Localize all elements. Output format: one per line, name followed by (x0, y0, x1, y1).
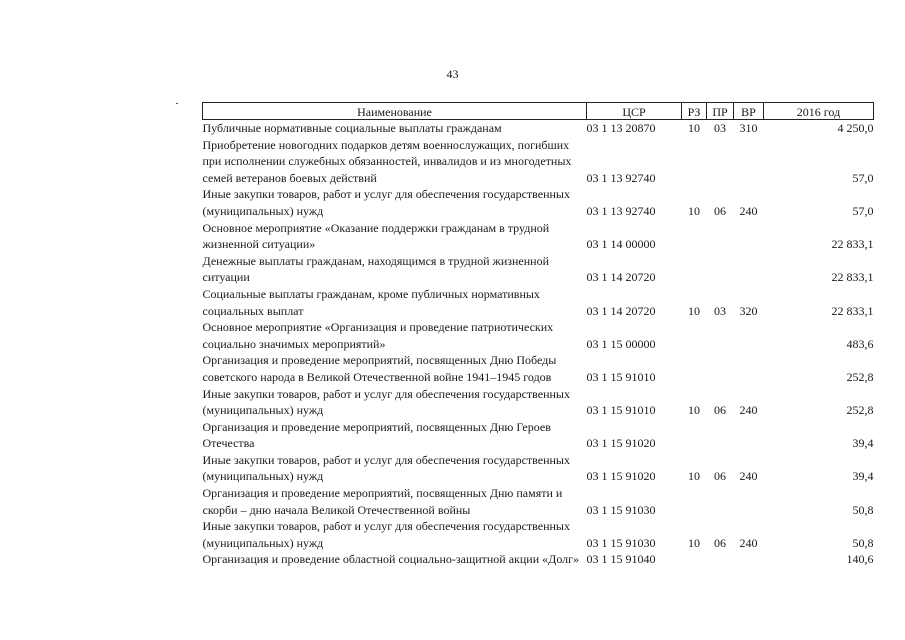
cell-csr: 03 1 14 20720 (586, 270, 656, 285)
cell-csr: 03 1 15 91020 (586, 469, 656, 484)
table-row (203, 137, 874, 187)
cell-amount: 22 833,1 (831, 270, 874, 285)
cell-amount: 50,8 (852, 502, 874, 517)
cell-vr: 320 (739, 303, 758, 318)
cell-amount: 39,4 (852, 469, 874, 484)
cell-pr (707, 419, 734, 452)
table-row (203, 253, 874, 286)
table-row (203, 518, 874, 551)
cell-name: Иные закупки товаров, работ и услуг для обеспечения государственных (муниципальных) нужд (202, 386, 570, 418)
cell-amount: 22 833,1 (831, 303, 874, 318)
cell-pr (707, 551, 734, 568)
cell-amount: 57,0 (852, 203, 874, 218)
cell-name: Приобретение новогодних подарков детям военнослужащих, погибших при исполнении служебных обязанностей, инвалидов и из многодетных семей ветеранов боевых действий (202, 137, 572, 185)
cell-rz (682, 352, 707, 385)
cell-name: Основное мероприятие «Оказание поддержки гражданам в трудной жизненной ситуации» (202, 220, 550, 252)
cell-vr (734, 253, 764, 286)
cell-csr: 03 1 14 20720 (586, 303, 656, 318)
header-rz: РЗ (682, 103, 707, 120)
cell-amount: 50,8 (852, 535, 874, 550)
cell-vr (734, 551, 764, 568)
header-csr: ЦСР (587, 103, 682, 120)
cell-amount: 4 250,0 (837, 121, 874, 135)
cell-rz (682, 485, 707, 518)
cell-amount: 252,8 (846, 369, 874, 384)
cell-amount: 57,0 (852, 170, 874, 185)
header-pr: ПР (707, 103, 734, 120)
cell-vr (734, 485, 764, 518)
cell-pr (707, 220, 734, 253)
cell-pr: 06 (714, 403, 726, 418)
cell-csr: 03 1 15 91020 (586, 436, 656, 451)
cell-csr: 03 1 15 91040 (586, 552, 656, 567)
cell-csr: 03 1 15 91010 (586, 369, 656, 384)
cell-rz (682, 220, 707, 253)
cell-pr: 06 (714, 469, 726, 484)
table-row (203, 220, 874, 253)
cell-rz (682, 319, 707, 352)
table-row (203, 286, 874, 319)
cell-vr (734, 220, 764, 253)
cell-amount: 140,6 (846, 552, 874, 567)
page-number: 43 (446, 67, 459, 81)
cell-rz: 10 (688, 535, 700, 550)
cell-vr: 240 (739, 203, 758, 218)
cell-csr: 03 1 15 91010 (586, 403, 656, 418)
cell-pr: 03 (714, 303, 726, 318)
cell-rz (682, 419, 707, 452)
cell-csr: 03 1 15 91030 (586, 535, 656, 550)
cell-pr (707, 485, 734, 518)
cell-vr: 240 (739, 403, 758, 418)
cell-amount: 39,4 (852, 436, 874, 451)
cell-vr: 240 (739, 535, 758, 550)
cell-rz (682, 137, 707, 187)
cell-vr (734, 319, 764, 352)
cell-vr: 310 (739, 121, 758, 135)
cell-amount: 252,8 (846, 403, 874, 418)
table-header-row (203, 103, 874, 120)
cell-name: Основное мероприятие «Организация и проведение патриотических социально значимых мероприятий» (202, 320, 554, 351)
cell-vr (734, 352, 764, 385)
cell-name: Денежные выплаты гражданам, находящимся в трудной жизненной ситуации (202, 253, 550, 285)
table-row (203, 485, 874, 518)
cell-csr: 03 1 13 92740 (586, 203, 656, 218)
cell-name: Социальные выплаты гражданам, кроме публичных нормативных социальных выплат (202, 286, 540, 318)
cell-rz (682, 551, 707, 568)
cell-pr (707, 137, 734, 187)
cell-rz (682, 253, 707, 286)
cell-name: Иные закупки товаров, работ и услуг для обеспечения государственных (муниципальных) нужд (202, 187, 570, 218)
table-row (203, 319, 874, 352)
cell-name: Организация и проведение мероприятий, посвященных Дню памяти и скорби – дню начала Великой Отечественной войны (202, 486, 563, 517)
cell-csr: 03 1 15 91030 (586, 502, 656, 517)
cell-name: Организация и проведение областной социально-защитной акции «Долг» (202, 552, 580, 567)
budget-table (202, 102, 874, 568)
cell-csr: 03 1 13 92740 (586, 170, 656, 185)
header-name: Наименование (203, 103, 587, 120)
cell-vr (734, 419, 764, 452)
cell-rz: 10 (688, 469, 700, 484)
cell-pr (707, 319, 734, 352)
scan-speck (176, 103, 178, 104)
table-row (203, 419, 874, 452)
table-row (203, 120, 874, 137)
cell-amount: 22 833,1 (831, 237, 874, 252)
cell-pr: 03 (714, 121, 726, 135)
table-row (203, 551, 874, 568)
table-row (203, 386, 874, 419)
cell-rz: 10 (688, 203, 700, 218)
cell-amount: 483,6 (846, 336, 874, 351)
cell-pr: 06 (714, 203, 726, 218)
cell-pr: 06 (714, 535, 726, 550)
cell-rz: 10 (688, 403, 700, 418)
cell-vr (734, 137, 764, 187)
cell-name: Публичные нормативные социальные выплаты гражданам (202, 121, 502, 135)
cell-pr (707, 352, 734, 385)
cell-name: Иные закупки товаров, работ и услуг для обеспечения государственных (муниципальных) нужд (202, 519, 570, 550)
cell-csr: 03 1 14 00000 (586, 237, 656, 252)
cell-vr: 240 (739, 469, 758, 484)
table-row (203, 452, 874, 485)
cell-csr: 03 1 13 20870 (586, 121, 656, 135)
header-year: 2016 год (764, 103, 874, 120)
cell-csr: 03 1 15 00000 (586, 336, 656, 351)
cell-rz: 10 (688, 303, 700, 318)
table-row (203, 186, 874, 219)
cell-rz: 10 (688, 121, 700, 135)
cell-name: Организация и проведение мероприятий, посвященных Дню Победы советского народа в Великой Отечественной войне 1941–1945 годов (202, 353, 557, 384)
cell-name: Организация и проведение мероприятий, посвященных Дню Героев Отечества (202, 419, 551, 451)
header-vr: ВР (734, 103, 764, 120)
cell-pr (707, 253, 734, 286)
cell-name: Иные закупки товаров, работ и услуг для обеспечения государственных (муниципальных) нужд (202, 452, 570, 484)
table-row (203, 352, 874, 385)
table-body (203, 120, 874, 569)
